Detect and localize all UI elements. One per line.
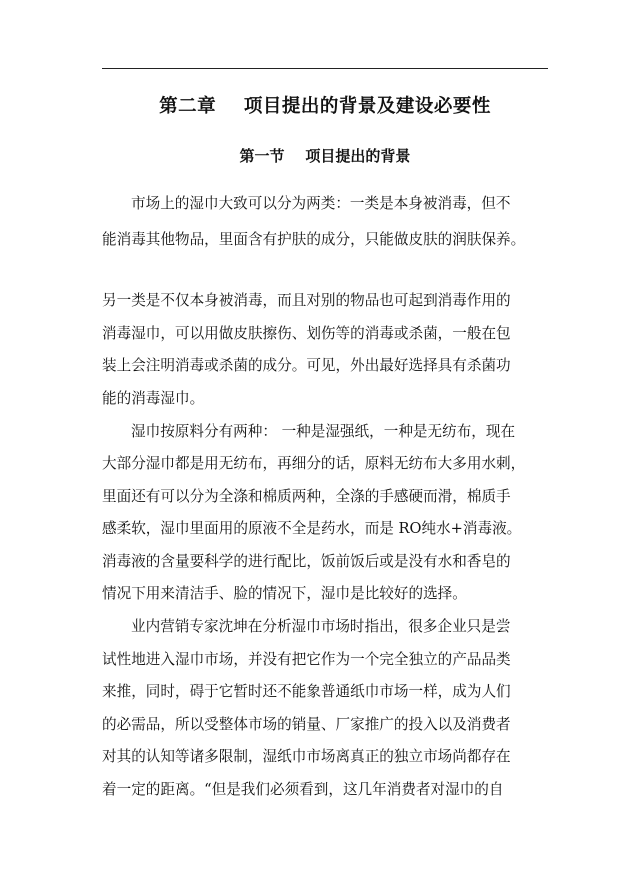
paragraph-line: 湿巾按原料分有两种： 一种是湿强纸，一种是无纺布，现在 [131, 423, 516, 440]
paragraph-line: 能的消毒湿巾。 [102, 390, 205, 407]
paragraph-line: 市场上的湿巾大致可以分为两类：一类是本身被消毒，但不 [131, 195, 511, 212]
paragraph-line: 另一类是不仅本身被消毒，而且对别的物品也可起到消毒作用的 [102, 292, 511, 309]
paragraph-line: 装上会注明消毒或杀菌的成分。可见，外出最好选择具有杀菌功 [102, 357, 511, 374]
section-title: 第一节 项目提出的背景 [239, 147, 411, 165]
paragraph-line: 消毒湿巾，可以用做皮肤擦伤、划伤等的消毒或杀菌，一般在包 [102, 325, 511, 342]
paragraph-line: 消毒液的含量要科学的进行配比，饭前饭后或是没有水和香皂的 [102, 553, 511, 570]
paragraph-line: 着一定的距离。“但是我们必须看到，这几年消费者对湿巾的自 [102, 781, 504, 798]
paragraph-line: 里面还有可以分为全涤和棉质两种，全涤的手感硬而滑，棉质手 [102, 488, 511, 505]
paragraph-line: 来推，同时，碍于它暂时还不能象普通纸巾市场一样，成为人们 [102, 683, 511, 700]
paragraph-line: 对其的认知等诸多限制，湿纸巾市场离真正的独立市场尚都存在 [102, 748, 511, 765]
paragraph-line: 情况下用来清洁手、脸的情况下，湿巾是比较好的选择。 [102, 585, 467, 602]
paragraph-line: 感柔软，湿巾里面用的原液不全是药水，而是 RO纯水+消毒液。 [102, 520, 522, 537]
chapter-title: 第二章 项目提出的背景及建设必要性 [159, 96, 491, 117]
paragraph-line: 能消毒其他物品，里面含有护肤的成分，只能做皮肤的润肤保养。 [102, 231, 526, 248]
paragraph-line: 试性地进入湿巾市场，并没有把它作为一个完全独立的产品品类 [102, 651, 511, 668]
paragraph-line: 大部分湿巾都是用无纺布，再细分的话，原料无纺布大多用水刺， [102, 455, 526, 472]
header-rule [102, 68, 548, 69]
paragraph-line: 的必需品，所以受整体市场的销量、厂家推广的投入以及消费者 [102, 716, 511, 733]
paragraph-line: 业内营销专家沈坤在分析湿巾市场时指出，很多企业只是尝 [131, 618, 511, 635]
